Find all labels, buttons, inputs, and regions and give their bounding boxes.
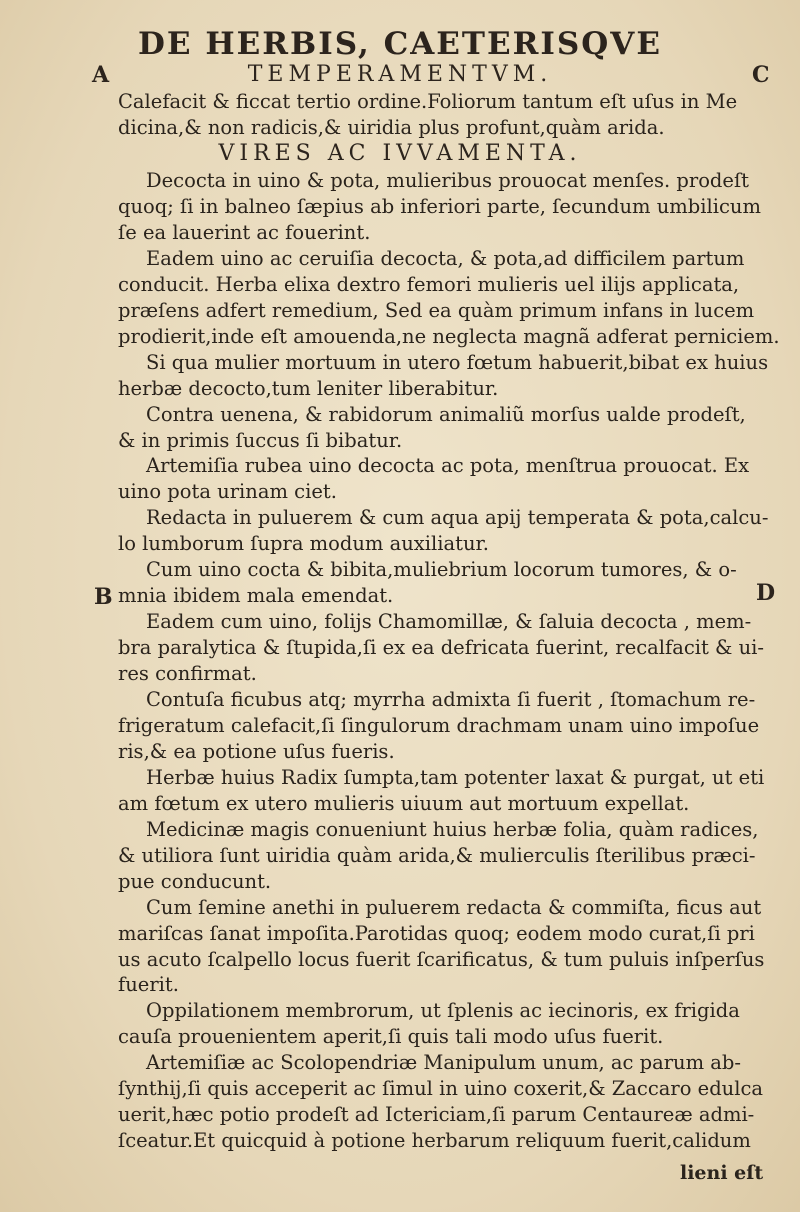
text-line: conducit. Herba elixa dextro femori mulieris uel ilijs applicata, bbox=[118, 272, 740, 296]
text-line: Eadem cum uino, folijs Chamomillæ, & ſaluia decocta , mem- bbox=[146, 610, 752, 634]
text-line: Medicinæ magis conueniunt huius herbæ folia, quàm radices, bbox=[146, 817, 759, 841]
text-line: res confirmat. bbox=[118, 662, 257, 686]
text-line: quoq; ſi in balneo ſæpius ab inferiori parte, ſecundum umbilicum bbox=[118, 194, 761, 218]
text-line: pue conducunt. bbox=[118, 869, 272, 893]
margin-letter-a: A bbox=[92, 62, 110, 88]
text-line: Artemiſiæ ac Scolopendriæ Manipulum unum, ac parum ab- bbox=[146, 1051, 741, 1075]
margin-letter-c: C bbox=[752, 62, 770, 88]
running-head: DE HERBIS, CAETERISQVE bbox=[138, 26, 662, 62]
text-line: ris,& ea potione uſus fueris. bbox=[118, 739, 395, 763]
text-line: Contra uenena, & rabidorum animaliũ morſus ualde prodeſt, bbox=[146, 402, 746, 426]
text-line: uerit,hæc potio prodeſt ad Ictericiam,ſi parum Centaureæ admi- bbox=[118, 1103, 755, 1127]
text-line: ſe ea lauerint ac fouerint. bbox=[118, 220, 371, 244]
text-line: Redacta in puluerem & cum aqua apij temperata & pota,calcu- bbox=[146, 506, 769, 530]
text-line: fuerit. bbox=[118, 973, 179, 997]
section-heading-temperamentum: TEMPERAMENTVM. bbox=[247, 62, 553, 87]
text-line: frigeratum calefacit,ſi ſingulorum drachmam unam uino impoſue bbox=[118, 713, 760, 737]
text-line: prodierit,inde eſt amouenda,ne neglecta magnã adferat perniciem. bbox=[118, 324, 780, 348]
text-line: herbæ decocto,tum leniter liberabitur. bbox=[118, 376, 499, 400]
text-line: bra paralytica & ſtupida,ſi ex ea defricata fuerint, recalfacit & ui- bbox=[118, 636, 764, 660]
catchword: lieni eſt bbox=[680, 1162, 764, 1184]
section-heading-vires: VIRES AC IVVAMENTA. bbox=[218, 141, 582, 166]
text-line: Eadem uino ac ceruiſia decocta, & pota,ad difficilem partum bbox=[146, 246, 745, 270]
text-line: Decocta in uino & pota, mulieribus prouocat menſes. prodeſt bbox=[146, 169, 750, 192]
margin-letter-b: B bbox=[94, 584, 113, 610]
text-line: Herbæ huius Radix ſumpta,tam potenter laxat & purgat, ut eti bbox=[146, 765, 765, 789]
text-line: am fœtum ex utero mulieris uiuum aut mortuum expellat. bbox=[118, 791, 690, 815]
text-line: Artemiſia rubea uino decocta ac pota, menſtrua prouocat. Ex bbox=[146, 454, 750, 478]
text-line: & in primis ſuccus ſi bibatur. bbox=[118, 428, 403, 452]
text-line: ſceatur.Et quicquid à potione herbarum reliquum fuerit,calidum bbox=[118, 1129, 751, 1153]
text-line: us acuto ſcalpello locus fuerit ſcarificatus, & tum puluis inſperſus bbox=[118, 947, 765, 971]
text-line: præſens adfert remedium, Sed ea quàm primum infans in lucem bbox=[118, 298, 755, 322]
text-line: Cum uino cocta & bibita,muliebrium locorum tumores, & o- bbox=[146, 558, 737, 582]
text-line: Oppilationem membrorum, ut ſplenis ac iecinoris, ex frigida bbox=[146, 999, 740, 1023]
text-line: mnia ibidem mala emendat. bbox=[118, 584, 394, 608]
text-line: Cum ſemine anethi in puluerem redacta & commiſta, ficus aut bbox=[146, 895, 762, 919]
text-line: & utiliora ſunt uiridia quàm arida,& mulierculis ſterilibus præci- bbox=[118, 843, 756, 867]
text-line: Calefacit & ficcat tertio ordine.Foliorum tantum eſt uſus in Me bbox=[118, 90, 738, 113]
text-line: uino pota urinam ciet. bbox=[118, 480, 337, 504]
text-line: Contuſa ficubus atq; myrrha admixta ſi fuerit , ſtomachum re- bbox=[146, 688, 756, 711]
text-line: ſynthij,ſi quis acceperit ac ſimul in uino coxerit,& Zaccaro edulca bbox=[118, 1077, 764, 1101]
text-line: lo lumborum ſupra modum auxiliatur. bbox=[118, 532, 489, 556]
text-line: cauſa prouenientem aperit,ſi quis tali modo uſus fuerit. bbox=[118, 1025, 664, 1049]
text-line: Si qua mulier mortuum in utero fœtum habuerit,bibat ex huius bbox=[146, 350, 769, 374]
text-line: dicina,& non radicis,& uiridia plus profunt,quàm arida. bbox=[118, 115, 665, 139]
text-line: mariſcas ſanat impoſita.Parotidas quoq; eodem modo curat,ſi pri bbox=[118, 921, 755, 945]
margin-letter-d: D bbox=[756, 580, 776, 606]
